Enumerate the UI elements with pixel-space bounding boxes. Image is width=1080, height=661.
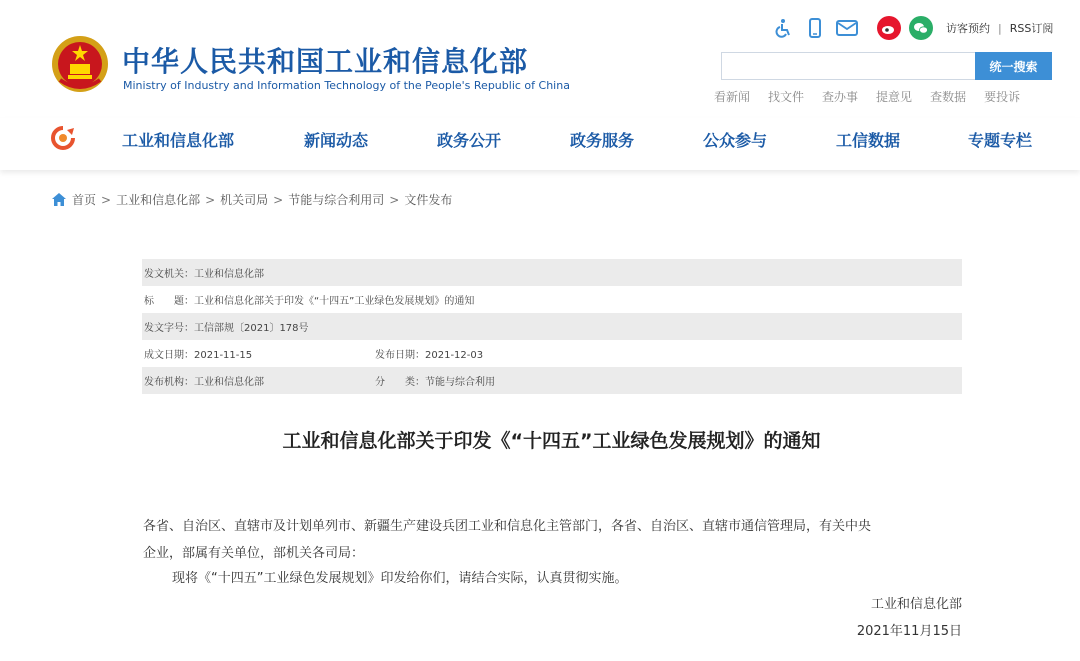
site-title[interactable]: 中华人民共和国工业和信息化部 [122, 45, 529, 78]
search-button[interactable]: 统一搜索 [975, 52, 1052, 80]
meta-created-date: 成文日期：2021-11-15 [144, 350, 253, 361]
meta-row-doc-number [142, 313, 962, 340]
document-metadata-table [142, 259, 962, 394]
document-signature: 工业和信息化部 [870, 597, 962, 612]
nav-item-gov-affairs[interactable]: 政务公开 [437, 131, 502, 150]
quick-link-files[interactable]: 找文件 [768, 90, 805, 104]
accessibility-icon[interactable] [770, 15, 796, 41]
search-input[interactable] [721, 52, 975, 80]
nav-item-gov-services[interactable]: 政务服务 [570, 131, 635, 150]
meta-doc-number: 发文字号：工信部规〔2021〕178号 [144, 323, 309, 334]
nav-item-news[interactable]: 新闻动态 [304, 131, 369, 150]
meta-row-issuer [142, 259, 962, 286]
site-header [0, 0, 1080, 118]
rss-link[interactable]: RSS订阅 [1009, 22, 1054, 35]
wechat-icon[interactable] [908, 15, 934, 41]
nav-item-topics[interactable]: 专题专栏 [968, 131, 1033, 150]
meta-row-title [142, 286, 962, 313]
document-recipients-line1: 各省、自治区、直辖市及计划单列市、新疆生产建设兵团工业和信息化主管部门，各省、自治区、直辖市通信管理局，有关中央 [143, 519, 872, 534]
quick-links [714, 88, 1038, 105]
main-nav [0, 118, 1080, 170]
document-title: 工业和信息化部关于印发《“十四五”工业绿色发展规划》的通知 [282, 430, 821, 452]
breadcrumb-file-release[interactable]: 文件发布 [404, 193, 453, 207]
site-subtitle-en: Ministry of Industry and Information Technology of the People's Republic of China [123, 79, 570, 92]
breadcrumb-ministry[interactable]: 工业和信息化部 [116, 193, 201, 207]
quick-link-feedback[interactable]: 提意见 [876, 90, 913, 104]
breadcrumb-energy-dept[interactable]: 节能与综合利用司 [288, 193, 385, 207]
breadcrumb-separator: > [101, 192, 112, 207]
breadcrumb-separator: > [389, 192, 400, 207]
nav-item-public-participation[interactable]: 公众参与 [703, 131, 768, 150]
quick-link-services[interactable]: 查办事 [822, 90, 859, 104]
visit-appointment-link[interactable]: 访客预约 [946, 22, 990, 35]
breadcrumb [52, 191, 452, 208]
quick-link-data[interactable]: 查数据 [930, 90, 967, 104]
nav-item-ministry[interactable]: 工业和信息化部 [122, 131, 235, 150]
breadcrumb-separator: > [205, 192, 216, 207]
quick-link-news[interactable]: 看新闻 [714, 90, 751, 104]
quick-link-complaint[interactable]: 要投诉 [984, 90, 1021, 104]
breadcrumb-home[interactable]: 首页 [72, 193, 97, 207]
meta-category: 分 类：节能与综合利用 [375, 377, 495, 388]
meta-title: 标 题：工业和信息化部关于印发《“十四五”工业绿色发展规划》的通知 [144, 296, 475, 307]
document-recipients-line2: 企业，部属有关单位，部机关各司局： [143, 546, 365, 561]
breadcrumb-separator: > [273, 192, 284, 207]
meta-published-date: 发布日期：2021-12-03 [375, 350, 484, 361]
nav-item-data[interactable]: 工信数据 [836, 131, 901, 150]
meta-publishing-org: 发布机构：工业和信息化部 [144, 377, 264, 388]
meta-row-org [142, 367, 962, 394]
top-link-separator: | [998, 21, 1002, 35]
top-utility-bar [770, 15, 1053, 41]
national-emblem-logo[interactable] [50, 34, 110, 94]
meta-row-dates [142, 340, 962, 367]
meta-issuer: 发文机关：工业和信息化部 [144, 269, 264, 280]
weibo-icon[interactable] [876, 15, 902, 41]
home-icon[interactable] [52, 193, 66, 206]
document-body-paragraph: 现将《“十四五”工业绿色发展规划》印发给你们，请结合实际，认真贯彻实施。 [172, 571, 628, 586]
document-date: 2021年11月15日 [856, 624, 962, 639]
miit-logo-icon[interactable] [50, 126, 76, 150]
breadcrumb-departments[interactable]: 机关司局 [220, 193, 269, 207]
mobile-icon[interactable] [802, 15, 828, 41]
mail-icon[interactable] [834, 15, 860, 41]
